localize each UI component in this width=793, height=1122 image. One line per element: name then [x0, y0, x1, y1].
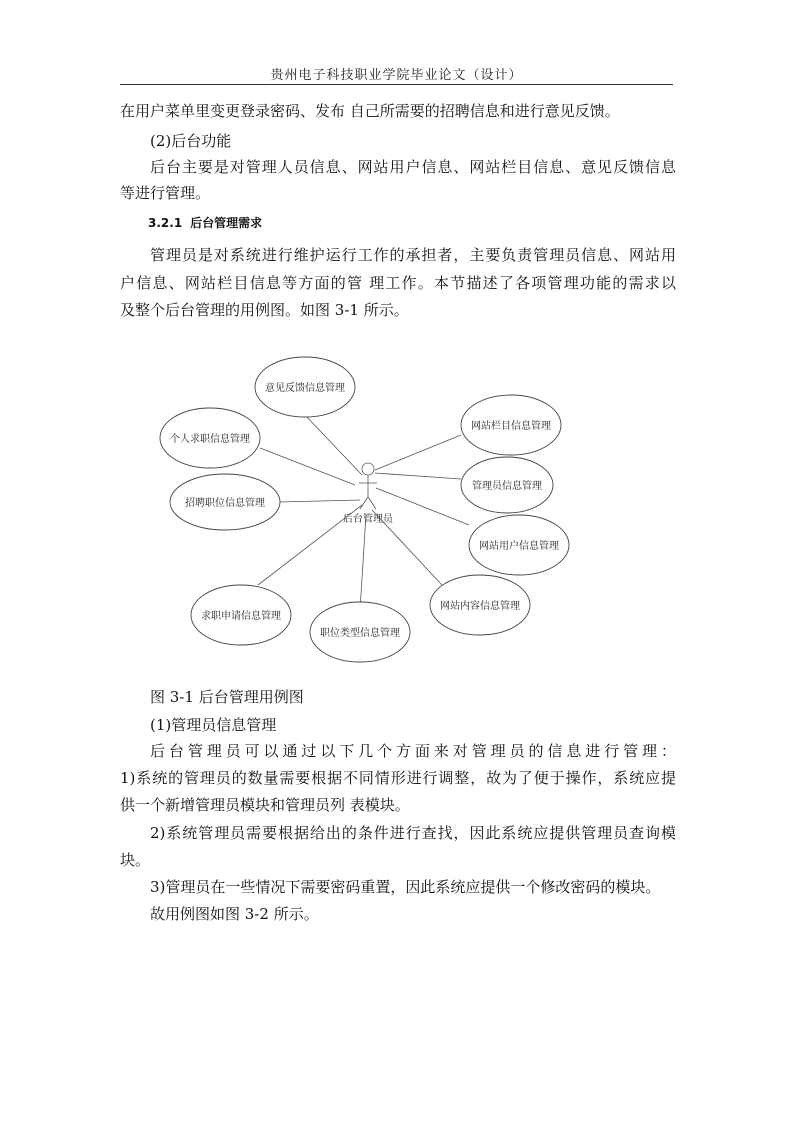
paragraph-4-line-3: 及整个后台管理的用例图。如图 3-1 所示。	[120, 301, 409, 319]
use-case-resume-label: 个人求职信息管理	[170, 434, 250, 445]
actor-right-leg	[368, 497, 376, 509]
paragraph-6-line-1: 后台管理员可以通过以下几个方面来对管理员的信息进行管理：	[150, 742, 676, 760]
paragraph-7-line-1: 2)系统管理员需要根据给出的条件进行查找，因此系统应提供管理员查询模	[150, 824, 676, 842]
heading-text: 后台管理需求	[190, 216, 263, 230]
running-header: 贵州电子科技职业学院毕业论文（设计）	[270, 68, 523, 83]
header-rule	[120, 84, 673, 85]
heading-number: 3.2.1	[148, 216, 183, 230]
use-case-admin-label: 管理员信息管理	[472, 481, 542, 492]
actor-figure	[359, 463, 377, 509]
use-case-apply-label: 求职申请信息管理	[201, 611, 281, 622]
link-column	[375, 435, 461, 470]
use-case-content-label: 网站内容信息管理	[440, 601, 520, 612]
paragraph-9: 故用例图如图 3-2 所示。	[150, 905, 319, 923]
paragraph-7-line-2: 块。	[120, 851, 151, 869]
use-case-feedback-label: 意见反馈信息管理	[265, 383, 345, 394]
figure-caption: 图 3-1 后台管理用例图	[150, 688, 304, 706]
section-heading	[148, 214, 262, 231]
link-resume	[260, 448, 355, 485]
section-2-label: (2)后台功能	[150, 132, 232, 150]
use-case-jobtype-label: 职位类型信息管理	[320, 628, 400, 639]
paragraph-4-line-1: 管理员是对系统进行维护运行工作的承担者，主要负责管理员信息、网站用	[150, 246, 676, 264]
use-case-user-label: 网站用户信息管理	[479, 541, 559, 552]
link-recruit	[280, 500, 360, 502]
link-feedback	[305, 415, 362, 475]
paragraph-4-line-2: 户信息、网站栏目信息等方面的管 理工作。本节描述了各项管理功能的需求以	[120, 274, 676, 292]
actor-head-icon	[362, 463, 374, 475]
link-admin	[375, 473, 461, 479]
paragraph-8: 3)管理员在一些情况下需要密码重置，因此系统应提供一个修改密码的模块。	[150, 878, 661, 896]
use-case-recruit-label: 招聘职位信息管理	[185, 498, 265, 509]
paragraph-1: 在用户菜单里变更登录密码、发布 自己所需要的招聘信息和进行意见反馈。	[120, 102, 620, 120]
actor-left-leg	[360, 497, 368, 509]
subsection-1-label: (1)管理员信息管理	[150, 716, 277, 734]
paragraph-3-line-2: 等进行管理。	[120, 184, 211, 202]
use-case-diagram	[150, 345, 570, 675]
actor-label: 后台管理员	[343, 514, 393, 525]
use-case-column-label: 网站栏目信息管理	[471, 421, 551, 432]
association-lines	[258, 415, 469, 610]
paragraph-3-line-1: 后台主要是对管理人员信息、网站用户信息、网站栏目信息、意见反馈信息	[150, 158, 676, 176]
paragraph-6-line-2: 1)系统的管理员的数量需要根据不同情形进行调整，故为了便于操作，系统应提	[120, 769, 676, 787]
paragraph-6-line-3: 供一个新增管理员模块和管理员列 表模块。	[120, 796, 410, 814]
link-jobtype	[360, 515, 366, 610]
